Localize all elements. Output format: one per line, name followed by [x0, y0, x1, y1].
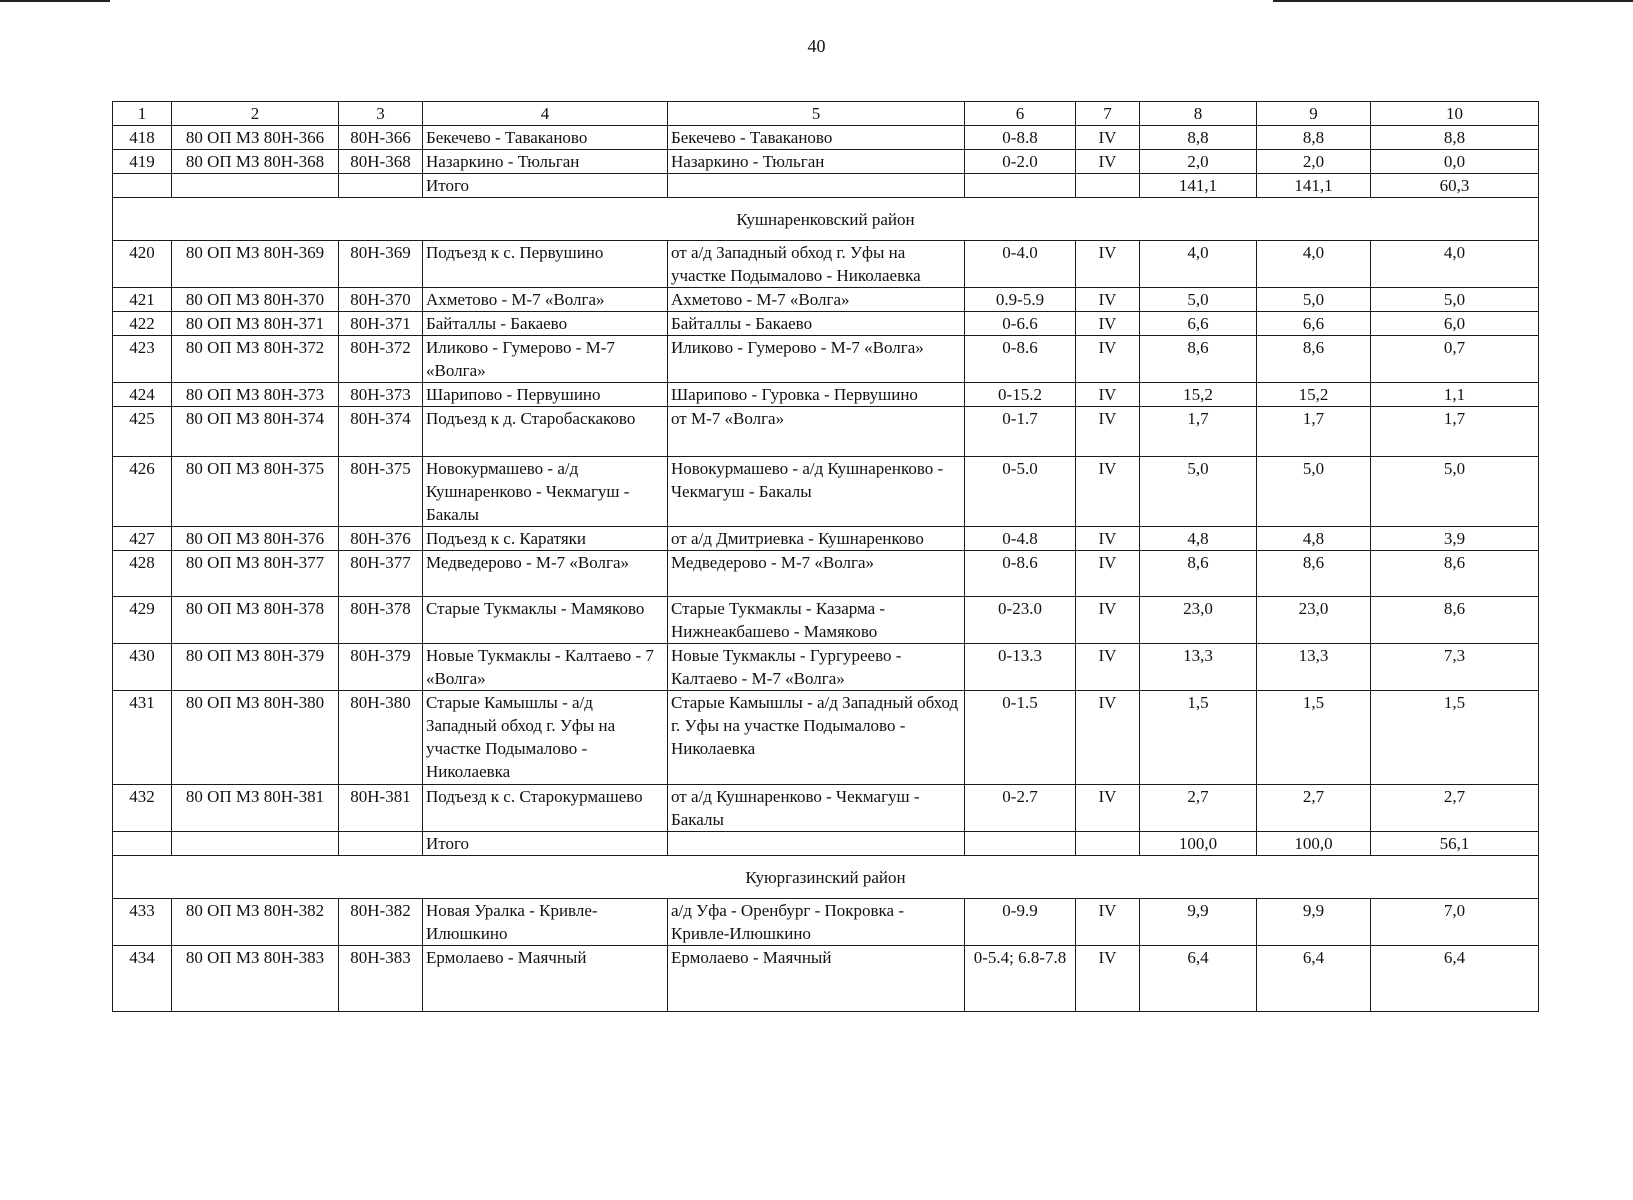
road-name: Старые Тукмаклы - Мамяково: [423, 597, 668, 644]
length-regional: 2,7: [1257, 785, 1371, 832]
table-row: [113, 644, 1539, 691]
road-code: 80Н-370: [339, 288, 423, 312]
row-number: 430: [113, 644, 172, 691]
length-regional: 4,0: [1257, 241, 1371, 288]
table-row: [113, 597, 1539, 644]
table-row: [113, 126, 1539, 150]
route-description: Ермолаево - Маячный: [668, 946, 965, 1012]
length-paved: 8,6: [1371, 597, 1539, 644]
length-regional: 100,0: [1257, 832, 1371, 856]
row-number: 425: [113, 407, 172, 457]
road-name: Шарипово - Первушино: [423, 383, 668, 407]
length-paved: 2,7: [1371, 785, 1539, 832]
table-row: [113, 241, 1539, 288]
length-total: 5,0: [1140, 457, 1257, 527]
km-range: 0-8.6: [965, 336, 1076, 383]
road-code: 80Н-375: [339, 457, 423, 527]
km-range: 0-6.6: [965, 312, 1076, 336]
district-name: Кушнаренковский район: [113, 198, 1539, 241]
km-range: 0-1.7: [965, 407, 1076, 457]
length-regional: 5,0: [1257, 457, 1371, 527]
road-code: 80Н-378: [339, 597, 423, 644]
length-regional: 6,4: [1257, 946, 1371, 1012]
row-number: 422: [113, 312, 172, 336]
route-description: Новокурмашево - а/д Кушнаренково - Чекмагуш - Бакалы: [668, 457, 965, 527]
category: IV: [1076, 527, 1140, 551]
length-paved: 1,5: [1371, 691, 1539, 785]
length-total: 100,0: [1140, 832, 1257, 856]
scan-edge-left: [0, 0, 110, 2]
table-row: [113, 551, 1539, 597]
length-total: 2,0: [1140, 150, 1257, 174]
row-number: 433: [113, 899, 172, 946]
length-total: 2,7: [1140, 785, 1257, 832]
length-paved: 6,0: [1371, 312, 1539, 336]
table-body: [113, 102, 1539, 1012]
road-id: 80 ОП МЗ 80Н-369: [172, 241, 339, 288]
road-name: Иликово - Гумерово - М-7 «Волга»: [423, 336, 668, 383]
category: IV: [1076, 644, 1140, 691]
length-regional: 8,6: [1257, 551, 1371, 597]
km-range: 0.9-5.9: [965, 288, 1076, 312]
category: IV: [1076, 785, 1140, 832]
route-description: [668, 174, 965, 198]
category: IV: [1076, 946, 1140, 1012]
length-total: 6,4: [1140, 946, 1257, 1012]
length-regional: 2,0: [1257, 150, 1371, 174]
page-number: 40: [807, 36, 826, 56]
road-name: Медведерово - М-7 «Волга»: [423, 551, 668, 597]
length-regional: 8,6: [1257, 336, 1371, 383]
length-paved: 1,7: [1371, 407, 1539, 457]
route-description: Шарипово - Гуровка - Первушино: [668, 383, 965, 407]
length-total: 15,2: [1140, 383, 1257, 407]
road-code: 80Н-371: [339, 312, 423, 336]
road-id: 80 ОП МЗ 80Н-377: [172, 551, 339, 597]
header-cell: 4: [423, 102, 668, 126]
district-row: [113, 856, 1539, 899]
length-regional: 8,8: [1257, 126, 1371, 150]
length-regional: 23,0: [1257, 597, 1371, 644]
length-paved: 0,0: [1371, 150, 1539, 174]
length-paved: 5,0: [1371, 457, 1539, 527]
row-number: 429: [113, 597, 172, 644]
route-description: от М-7 «Волга»: [668, 407, 965, 457]
table-row: [113, 899, 1539, 946]
road-code: 80Н-372: [339, 336, 423, 383]
road-id: 80 ОП МЗ 80Н-373: [172, 383, 339, 407]
length-regional: 141,1: [1257, 174, 1371, 198]
table-row: [113, 457, 1539, 527]
road-code: 80Н-376: [339, 527, 423, 551]
table-row: [113, 407, 1539, 457]
length-total: 4,8: [1140, 527, 1257, 551]
km-range: 0-4.8: [965, 527, 1076, 551]
row-number: 420: [113, 241, 172, 288]
length-paved: 56,1: [1371, 832, 1539, 856]
category: IV: [1076, 407, 1140, 457]
category: IV: [1076, 241, 1140, 288]
row-number: 419: [113, 150, 172, 174]
road-name: Старые Камышлы - а/д Западный обход г. Уфы на участке Подымалово - Николаевка: [423, 691, 668, 785]
category: IV: [1076, 126, 1140, 150]
km-range: 0-2.7: [965, 785, 1076, 832]
road-id: 80 ОП МЗ 80Н-375: [172, 457, 339, 527]
header-cell: 9: [1257, 102, 1371, 126]
route-description: от а/д Западный обход г. Уфы на участке Подымалово - Николаевка: [668, 241, 965, 288]
road-name: Бекечево - Таваканово: [423, 126, 668, 150]
length-total: 141,1: [1140, 174, 1257, 198]
road-name: Итого: [423, 832, 668, 856]
table-row: [113, 288, 1539, 312]
length-regional: 4,8: [1257, 527, 1371, 551]
table-row: [113, 312, 1539, 336]
route-description: от а/д Дмитриевка - Кушнаренково: [668, 527, 965, 551]
length-paved: 6,4: [1371, 946, 1539, 1012]
table-row: [113, 527, 1539, 551]
road-name: Подъезд к с. Первушино: [423, 241, 668, 288]
header-cell: 10: [1371, 102, 1539, 126]
category: IV: [1076, 597, 1140, 644]
row-number: 431: [113, 691, 172, 785]
route-description: а/д Уфа - Оренбург - Покровка - Кривле-Илюшкино: [668, 899, 965, 946]
length-paved: 5,0: [1371, 288, 1539, 312]
length-total: 8,6: [1140, 336, 1257, 383]
table-header-row: [113, 102, 1539, 126]
category: IV: [1076, 551, 1140, 597]
road-code: [339, 832, 423, 856]
road-code: 80Н-380: [339, 691, 423, 785]
table-row: [113, 383, 1539, 407]
route-description: Старые Тукмаклы - Казарма - Нижнеакбашево - Мамяково: [668, 597, 965, 644]
row-number: 434: [113, 946, 172, 1012]
length-total: 1,5: [1140, 691, 1257, 785]
road-id: 80 ОП МЗ 80Н-372: [172, 336, 339, 383]
route-description: Бекечево - Таваканово: [668, 126, 965, 150]
table-row: [113, 785, 1539, 832]
header-cell: 1: [113, 102, 172, 126]
route-description: от а/д Кушнаренково - Чекмагуш - Бакалы: [668, 785, 965, 832]
km-range: 0-2.0: [965, 150, 1076, 174]
route-description: Ахметово - М-7 «Волга»: [668, 288, 965, 312]
road-code: 80Н-383: [339, 946, 423, 1012]
road-id: 80 ОП МЗ 80Н-380: [172, 691, 339, 785]
road-id: 80 ОП МЗ 80Н-381: [172, 785, 339, 832]
category: IV: [1076, 899, 1140, 946]
length-regional: 9,9: [1257, 899, 1371, 946]
category: IV: [1076, 312, 1140, 336]
category: IV: [1076, 150, 1140, 174]
scan-edge-right: [1273, 0, 1633, 2]
table-row: [113, 832, 1539, 856]
length-paved: 8,8: [1371, 126, 1539, 150]
road-name: Подъезд к с. Старокурмашево: [423, 785, 668, 832]
km-range: 0-15.2: [965, 383, 1076, 407]
road-name: Новокурмашево - а/д Кушнаренково - Чекмагуш - Бакалы: [423, 457, 668, 527]
header-cell: 5: [668, 102, 965, 126]
length-total: 5,0: [1140, 288, 1257, 312]
length-total: 13,3: [1140, 644, 1257, 691]
roads-table: [112, 101, 1539, 1012]
road-code: 80Н-368: [339, 150, 423, 174]
road-id: 80 ОП МЗ 80Н-370: [172, 288, 339, 312]
road-name: Ермолаево - Маячный: [423, 946, 668, 1012]
road-name: Новые Тукмаклы - Калтаево - 7 «Волга»: [423, 644, 668, 691]
row-number: [113, 174, 172, 198]
km-range: 0-13.3: [965, 644, 1076, 691]
header-cell: 7: [1076, 102, 1140, 126]
category: IV: [1076, 457, 1140, 527]
road-code: 80Н-379: [339, 644, 423, 691]
road-code: 80Н-366: [339, 126, 423, 150]
road-id: 80 ОП МЗ 80Н-374: [172, 407, 339, 457]
length-regional: 6,6: [1257, 312, 1371, 336]
length-regional: 1,5: [1257, 691, 1371, 785]
length-regional: 1,7: [1257, 407, 1371, 457]
category: IV: [1076, 336, 1140, 383]
row-number: 424: [113, 383, 172, 407]
km-range: 0-23.0: [965, 597, 1076, 644]
road-code: 80Н-381: [339, 785, 423, 832]
km-range: 0-8.6: [965, 551, 1076, 597]
category: [1076, 174, 1140, 198]
km-range: 0-5.0: [965, 457, 1076, 527]
road-name: Подъезд к с. Каратяки: [423, 527, 668, 551]
road-id: 80 ОП МЗ 80Н-366: [172, 126, 339, 150]
route-description: Байталлы - Бакаево: [668, 312, 965, 336]
table-row: [113, 946, 1539, 1012]
route-description: Старые Камышлы - а/д Западный обход г. Уфы на участке Подымалово - Николаевка: [668, 691, 965, 785]
length-total: 8,6: [1140, 551, 1257, 597]
length-paved: 0,7: [1371, 336, 1539, 383]
row-number: 418: [113, 126, 172, 150]
road-code: [339, 174, 423, 198]
length-total: 4,0: [1140, 241, 1257, 288]
route-description: Иликово - Гумерово - М-7 «Волга»: [668, 336, 965, 383]
route-description: Медведерово - М-7 «Волга»: [668, 551, 965, 597]
row-number: 426: [113, 457, 172, 527]
length-paved: 7,3: [1371, 644, 1539, 691]
table-row: [113, 691, 1539, 785]
district-name: Куюргазинский район: [113, 856, 1539, 899]
length-total: 1,7: [1140, 407, 1257, 457]
route-description: Назаркино - Тюльган: [668, 150, 965, 174]
road-code: 80Н-373: [339, 383, 423, 407]
table-row: [113, 336, 1539, 383]
district-row: [113, 198, 1539, 241]
header-cell: 8: [1140, 102, 1257, 126]
route-description: [668, 832, 965, 856]
row-number: 423: [113, 336, 172, 383]
route-description: Новые Тукмаклы - Гургуреево - Калтаево - М-7 «Волга»: [668, 644, 965, 691]
length-total: 8,8: [1140, 126, 1257, 150]
header-cell: 6: [965, 102, 1076, 126]
length-regional: 15,2: [1257, 383, 1371, 407]
km-range: 0-9.9: [965, 899, 1076, 946]
km-range: 0-8.8: [965, 126, 1076, 150]
road-id: 80 ОП МЗ 80Н-368: [172, 150, 339, 174]
road-id: [172, 832, 339, 856]
length-paved: 4,0: [1371, 241, 1539, 288]
length-total: 6,6: [1140, 312, 1257, 336]
road-name: Назаркино - Тюльган: [423, 150, 668, 174]
length-total: 9,9: [1140, 899, 1257, 946]
road-name: Новая Уралка - Кривле-Илюшкино: [423, 899, 668, 946]
length-paved: 1,1: [1371, 383, 1539, 407]
road-code: 80Н-377: [339, 551, 423, 597]
km-range: 0-4.0: [965, 241, 1076, 288]
road-name: Итого: [423, 174, 668, 198]
length-paved: 7,0: [1371, 899, 1539, 946]
row-number: [113, 832, 172, 856]
row-number: 427: [113, 527, 172, 551]
km-range: 0-1.5: [965, 691, 1076, 785]
length-regional: 5,0: [1257, 288, 1371, 312]
table-row: [113, 150, 1539, 174]
header-cell: 2: [172, 102, 339, 126]
length-regional: 13,3: [1257, 644, 1371, 691]
header-cell: 3: [339, 102, 423, 126]
category: IV: [1076, 383, 1140, 407]
row-number: 421: [113, 288, 172, 312]
km-range: [965, 174, 1076, 198]
category: IV: [1076, 288, 1140, 312]
table-row: [113, 174, 1539, 198]
road-id: 80 ОП МЗ 80Н-371: [172, 312, 339, 336]
row-number: 428: [113, 551, 172, 597]
road-code: 80Н-374: [339, 407, 423, 457]
road-id: 80 ОП МЗ 80Н-378: [172, 597, 339, 644]
road-id: [172, 174, 339, 198]
road-id: 80 ОП МЗ 80Н-383: [172, 946, 339, 1012]
length-paved: 3,9: [1371, 527, 1539, 551]
length-paved: 8,6: [1371, 551, 1539, 597]
road-code: 80Н-382: [339, 899, 423, 946]
length-total: 23,0: [1140, 597, 1257, 644]
category: IV: [1076, 691, 1140, 785]
road-name: Ахметово - М-7 «Волга»: [423, 288, 668, 312]
length-paved: 60,3: [1371, 174, 1539, 198]
road-id: 80 ОП МЗ 80Н-379: [172, 644, 339, 691]
road-id: 80 ОП МЗ 80Н-382: [172, 899, 339, 946]
km-range: 0-5.4; 6.8-7.8: [965, 946, 1076, 1012]
row-number: 432: [113, 785, 172, 832]
road-name: Подъезд к д. Старобаскаково: [423, 407, 668, 457]
category: [1076, 832, 1140, 856]
road-code: 80Н-369: [339, 241, 423, 288]
road-name: Байталлы - Бакаево: [423, 312, 668, 336]
km-range: [965, 832, 1076, 856]
road-id: 80 ОП МЗ 80Н-376: [172, 527, 339, 551]
